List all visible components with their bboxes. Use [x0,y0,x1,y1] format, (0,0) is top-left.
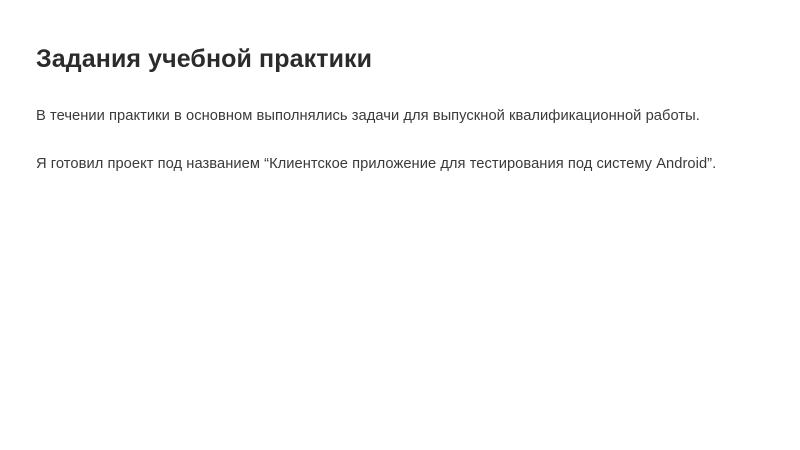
page-title: Задания учебной практики [36,45,373,73]
body-paragraph-1: В течении практики в основном выполнялись задачи для выпускной квалификационной работы. [36,108,700,125]
slide-body [36,105,748,177]
body-paragraph-2: Я готовил проект под названием “Клиентское приложение для тестирования под систему Android”. [36,156,717,173]
